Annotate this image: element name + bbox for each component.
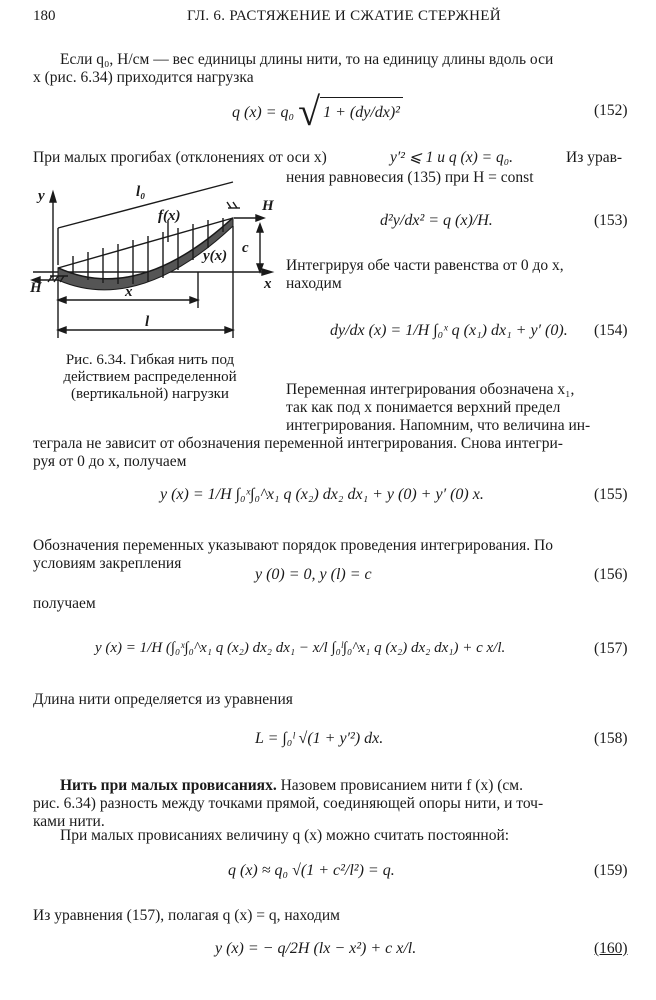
equation-152: q (x) = q₀ √ 1 + (dy/dx)² [232,88,403,135]
paragraph-line: условиям закрепления [33,555,182,572]
paragraph-line: нения равновесия (135) при H = const [286,169,534,186]
paragraph-line: ками нити. [33,813,105,830]
equation-number: (158) [594,730,628,747]
equation-number: (159) [594,862,628,879]
equation-156: y (0) = 0, y (l) = c [255,566,372,583]
running-title: ГЛ. 6. РАСТЯЖЕНИЕ И СЖАТИЕ СТЕРЖНЕЙ [187,8,501,24]
equation-157: y (x) = 1/H (∫₀ˣ∫₀^x₁ q (x₂) dx₂ dx₁ − x/l ∫₀ˡ∫₀^x₁ q (x₂) dx₂ dx₁) + c x/l. [95,640,506,656]
paragraph-line: Интегрируя обе части равенства от 0 до x, [286,257,564,274]
equation-number: (154) [594,322,628,339]
condition: y′² ⩽ 1 и q (x) = q₀. [390,149,513,166]
bold-heading: Нить при малых провисаниях. [60,777,277,794]
fig-label-c: c [242,240,249,256]
paragraph-line: Переменная интегрирования обозначена x₁, [286,381,575,398]
paragraph-line: теграла не зависит от обозначения переменной интегрирования. Снова интегри- [33,435,563,452]
equation-lhs: q (x) = q₀ [232,104,295,121]
fig-label-y: y [38,188,45,204]
paragraph-line: При малых прогибах (отклонениях от оси x) [33,149,327,166]
caption-line: действием распределенной [63,369,237,385]
fig-label-l0: l₀ [136,184,146,200]
fig-label-h-right: H [262,198,274,214]
equation-153: d²y/dx² = q (x)/H. [380,212,493,229]
caption-line: (вертикальной) нагрузки [71,386,229,402]
paragraph-line: x (рис. 6.34) приходится нагрузка [33,69,254,86]
paragraph-line: получаем [33,595,96,612]
paragraph-line: интегрирования. Напомним, что величина ин- [286,417,591,434]
equation-158: L = ∫₀ˡ √(1 + y′²) dx. [255,730,384,747]
paragraph-line: Длина нити определяется из уравнения [33,691,293,708]
fig-label-h-left: H [30,280,42,296]
paragraph-line: находим [286,275,342,292]
equation-number: (155) [594,486,628,503]
fig-label-x-dim: x [125,284,133,300]
paragraph-line: Из уравнения (157), полагая q (x) = q, находим [33,907,340,924]
paragraph-line: так как под x понимается верхний предел [286,399,561,416]
equation-number: (156) [594,566,628,583]
paragraph-line: руя от 0 до x, получаем [33,453,187,470]
equation-number: (160) [594,940,628,957]
paragraph-text: Назовем провисанием нити f (x) (см. [280,777,523,794]
equation-155: y (x) = 1/H ∫₀ˣ∫₀^x₁ q (x₂) dx₂ dx₁ + y (0) + y′ (0) x. [160,486,484,503]
equation-154: dy/dx (x) = 1/H ∫₀ˣ q (x₁) dx₁ + y′ (0). [330,322,568,339]
fig-label-fx: f(x) [158,208,181,224]
equation-number: (157) [594,640,628,657]
figure-6-34 [28,180,280,348]
equation-160: y (x) = − q/2H (lx − x²) + c x/l. [215,940,417,957]
fig-label-yx: y(x) [203,248,228,264]
equation-159: q (x) ≈ q₀ √(1 + c²/l²) = q. [228,862,395,879]
paragraph-line [60,776,523,795]
paragraph-line: рис. 6.34) разность между точками прямой, соединяющей опоры нити, и точ- [33,795,544,812]
figure-caption [30,352,270,403]
paragraph-line: Из урав- [566,149,623,166]
caption-line: Рис. 6.34. Гибкая нить под [65,352,235,368]
equation-number: (152) [594,102,628,119]
radicand: 1 + (dy/dx)² [320,97,403,121]
fig-label-l-dim: l [145,314,150,330]
page-number: 180 [33,8,56,24]
paragraph-line: При малых провисаниях величину q (x) можно считать постоянной: [60,827,510,844]
paragraph-line: Обозначения переменных указывают порядок проведения интегрирования. По [33,537,553,554]
fig-label-x-axis: x [264,276,272,292]
equation-number: (153) [594,212,628,229]
paragraph-line: Если q₀, Н/см — вес единицы длины нити, то на единицу длины вдоль оси [60,51,554,68]
